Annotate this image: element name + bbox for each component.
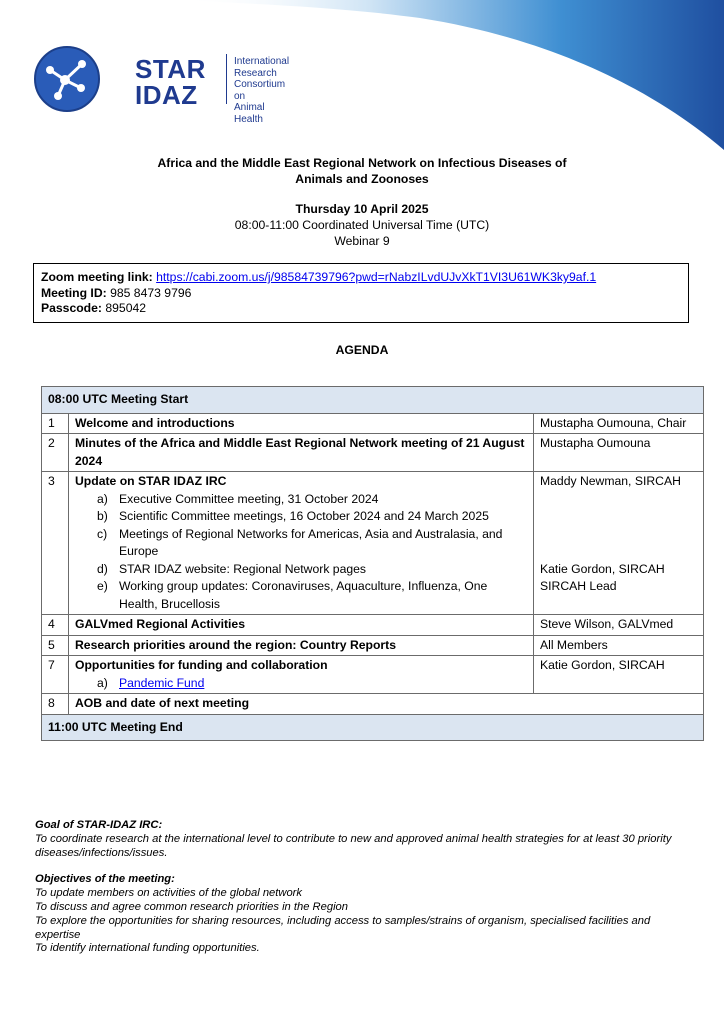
logo-sub-line: Consortium on <box>234 79 286 102</box>
presenter-spacer <box>540 491 697 561</box>
sub-text: Meetings of Regional Networks for Americas, Asia and Australasia, and Europe <box>119 526 503 558</box>
logo-divider <box>226 54 227 104</box>
item-presenter: Steve Wilson, GALVmed <box>534 615 704 636</box>
sub-marker: d) <box>97 561 108 576</box>
goal-heading: Goal of STAR-IDAZ IRC: <box>35 819 163 831</box>
logo-line-2: IDAZ <box>135 80 198 110</box>
sub-marker: b) <box>97 509 108 523</box>
item-presenters <box>534 472 704 615</box>
meeting-date: Thursday 10 April 2025 <box>295 202 429 216</box>
passcode-value: 895042 <box>105 301 147 315</box>
passcode-row <box>41 301 681 317</box>
list-item <box>75 578 527 613</box>
objectives-heading: Objectives of the meeting: <box>35 873 175 886</box>
star-idaz-logo <box>34 46 294 125</box>
objective-item: To discuss and agree common research priorities in the Region <box>35 900 348 913</box>
agenda-end-row <box>42 714 704 741</box>
item-title: Research priorities around the region: Country Reports <box>69 635 534 656</box>
item-number: 7 <box>42 656 69 694</box>
list-item <box>75 508 527 526</box>
item-number: 2 <box>42 434 69 472</box>
objective-item: To explore the opportunities for sharing resources, including access to samples/strains of organism, specialised facilities and expertise <box>35 914 651 941</box>
sub-marker: a) <box>97 675 108 690</box>
logo-sub-line: Research <box>234 67 277 79</box>
footer-notes <box>35 819 695 956</box>
zoom-link-label: Zoom meeting link: <box>41 270 153 284</box>
logo-wordmark <box>135 56 206 108</box>
goal-text: To coordinate research at the international level to contribute to new and approved animal health strategies for at least 30 priority diseases/infections/issues. <box>35 832 672 859</box>
pandemic-fund-link[interactable]: Pandemic Fund <box>119 675 205 690</box>
objective-item: To identify international funding opportunities. <box>35 942 260 955</box>
table-row <box>42 615 704 636</box>
objective-item: To update members on activities of the global network <box>35 887 302 900</box>
item-presenter: Katie Gordon, SIRCAH <box>534 656 704 694</box>
logo-subtitle <box>234 56 294 125</box>
agenda-start: 08:00 UTC Meeting Start <box>42 387 704 414</box>
item-content <box>69 656 534 694</box>
item-presenter: Mustapha Oumouna <box>534 434 704 472</box>
spacer <box>35 860 695 873</box>
table-row <box>42 694 704 715</box>
item-title: GALVmed Regional Activities <box>69 615 534 636</box>
table-row <box>42 413 704 434</box>
meeting-id-row <box>41 286 681 302</box>
item-presenter: Maddy Newman, SIRCAH <box>540 474 681 488</box>
table-row <box>42 656 704 694</box>
sub-item-list <box>75 675 527 693</box>
sub-item-list <box>75 491 527 614</box>
item-number: 4 <box>42 615 69 636</box>
item-content <box>69 472 534 615</box>
agenda-table <box>41 386 704 741</box>
item-title: AOB and date of next meeting <box>69 694 704 715</box>
item-presenter: Mustapha Oumouna, Chair <box>534 413 704 434</box>
document-title-line-1: Africa and the Middle East Regional Network on Infectious Diseases of <box>157 156 567 170</box>
webinar-number: Webinar 9 <box>334 234 390 248</box>
network-globe-icon <box>34 46 100 112</box>
sub-text: STAR IDAZ website: Regional Network pages <box>119 561 367 576</box>
agenda-start-row <box>42 387 704 414</box>
document-title-line-2: Animals and Zoonoses <box>295 172 429 186</box>
passcode-label: Passcode: <box>41 301 102 315</box>
item-number: 1 <box>42 413 69 434</box>
table-row <box>42 635 704 656</box>
sub-marker: a) <box>97 491 108 506</box>
agenda-heading: AGENDA <box>335 343 389 357</box>
sub-marker: c) <box>97 526 108 541</box>
logo-sub-line: International <box>234 56 290 67</box>
list-item <box>75 526 527 561</box>
list-item <box>75 491 527 509</box>
item-title: Minutes of the Africa and Middle East Regional Network meeting of 21 August 2024 <box>69 434 534 472</box>
logo-sub-line: Animal Health <box>234 102 265 125</box>
list-item <box>75 675 527 693</box>
sub-text: Working group updates: Coronaviruses, Aquaculture, Influenza, One Health, Brucellosis <box>119 579 488 611</box>
item-presenter: All Members <box>534 635 704 656</box>
item-title: Update on STAR IDAZ IRC <box>75 474 227 488</box>
zoom-details-box <box>33 263 689 323</box>
item-presenter: SIRCAH Lead <box>540 579 617 593</box>
table-row <box>42 472 704 615</box>
item-title: Welcome and introductions <box>69 413 534 434</box>
item-number: 5 <box>42 635 69 656</box>
item-number: 8 <box>42 694 69 715</box>
zoom-link-row <box>41 270 681 286</box>
item-presenter: Katie Gordon, SIRCAH <box>540 561 665 576</box>
sub-text: Scientific Committee meetings, 16 October 2024 and 24 March 2025 <box>119 509 489 523</box>
item-title: Opportunities for funding and collaboration <box>75 658 328 672</box>
sub-text: Executive Committee meeting, 31 October 2024 <box>119 491 379 506</box>
meeting-time: 08:00-11:00 Coordinated Universal Time (UTC) <box>234 218 490 232</box>
item-number: 3 <box>42 472 69 615</box>
meeting-id-value: 985 8473 9796 <box>110 285 192 300</box>
zoom-meeting-link[interactable]: https://cabi.zoom.us/j/98584739796?pwd=rNabzILvdUJvXkT1VI3U61WK3ky9af.1 <box>156 270 597 284</box>
sub-marker: e) <box>97 579 108 593</box>
agenda-end: 11:00 UTC Meeting End <box>42 714 704 741</box>
meeting-id-label: Meeting ID: <box>41 285 107 300</box>
logo-line-1: STAR <box>135 54 206 84</box>
table-row <box>42 434 704 472</box>
list-item <box>75 561 527 579</box>
